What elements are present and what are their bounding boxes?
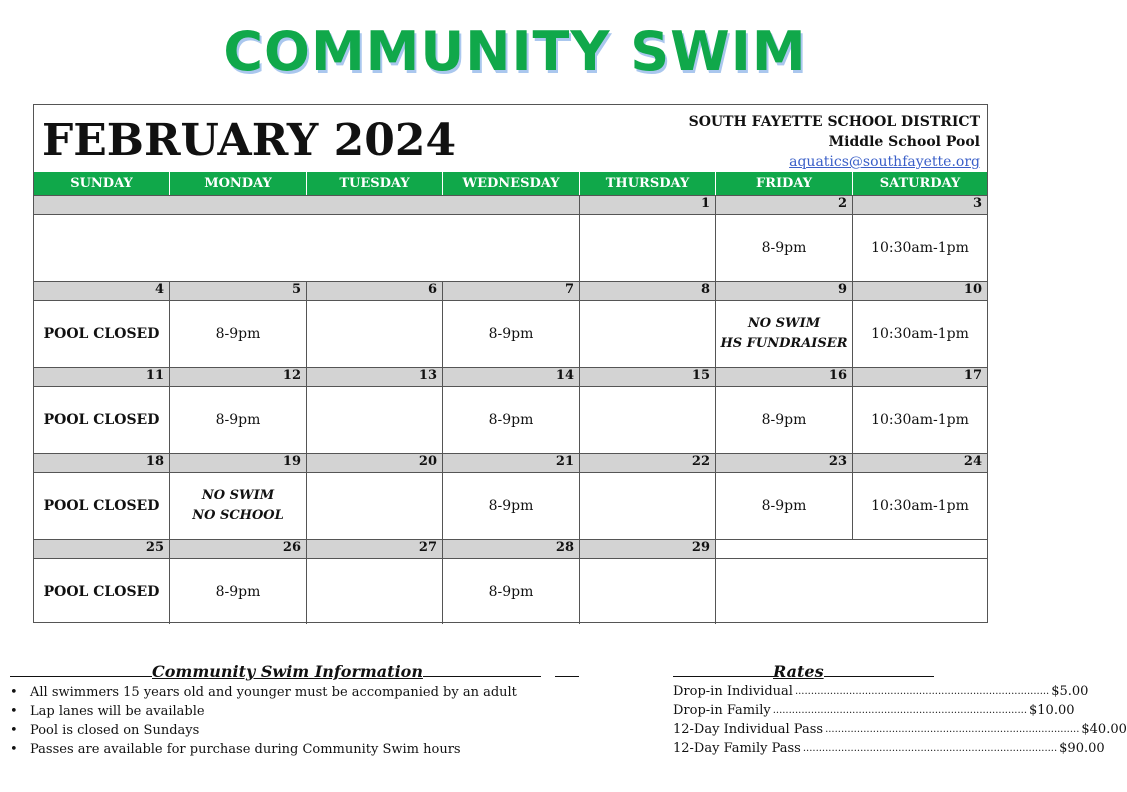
date-number: 3	[853, 196, 987, 214]
day-cell	[34, 215, 170, 281]
cell-content	[871, 496, 969, 516]
day-cell	[853, 559, 987, 624]
rate-label: 12-Day Individual Pass	[673, 722, 824, 737]
day-cell	[443, 473, 580, 539]
district-name: SOUTH FAYETTE SCHOOL DISTRICT	[688, 114, 980, 130]
date-number: 1	[580, 196, 716, 214]
day-cell	[307, 387, 443, 453]
day-cell	[443, 559, 580, 624]
rates-section	[673, 662, 1127, 758]
day-cell	[443, 301, 580, 367]
date-number: 19	[170, 454, 307, 472]
week-date-bar	[34, 453, 987, 473]
cell-content	[192, 486, 284, 526]
cell-content	[216, 582, 261, 602]
swim-hours: 8-9pm	[761, 240, 807, 256]
date-number: 10	[853, 282, 987, 300]
pool-closed-label: POOL CLOSED	[43, 498, 160, 514]
date-number: 24	[853, 454, 987, 472]
day-header-thursday: THURSDAY	[580, 172, 716, 195]
page-title: COMMUNITY SWIM	[223, 20, 807, 83]
cell-content	[489, 496, 534, 516]
community-swim-info	[10, 662, 570, 759]
date-number: 13	[307, 368, 443, 386]
cell-content	[762, 238, 807, 258]
rate-label: Drop-in Family	[673, 703, 771, 718]
week-row	[34, 215, 987, 281]
day-cell	[34, 559, 170, 624]
swim-hours: 8-9pm	[488, 412, 534, 428]
day-cell	[443, 215, 580, 281]
day-cell	[170, 559, 307, 624]
rate-label: 12-Day Family Pass	[673, 741, 801, 756]
swim-hours: 8-9pm	[215, 326, 261, 342]
swim-hours: 10:30am-1pm	[871, 412, 969, 428]
info-item: • Lap lanes will be available	[10, 702, 570, 721]
date-number: 20	[307, 454, 443, 472]
day-cell	[34, 387, 170, 453]
cell-content	[216, 410, 261, 430]
date-blank	[443, 196, 580, 214]
day-cell	[580, 473, 716, 539]
day-cell	[170, 301, 307, 367]
date-number: 7	[443, 282, 580, 300]
date-blank	[34, 196, 170, 214]
district-info	[689, 112, 980, 172]
swim-hours: 8-9pm	[488, 326, 534, 342]
day-cell	[443, 387, 580, 453]
no-swim-note: HS FUNDRAISER	[720, 336, 848, 351]
rate-price: $40.00	[1081, 722, 1127, 737]
dot-leader: ................................................................................	[802, 743, 1058, 754]
date-number: 17	[853, 368, 987, 386]
date-number: 9	[716, 282, 853, 300]
pool-closed-label: POOL CLOSED	[43, 326, 160, 342]
cell-content	[721, 314, 848, 354]
day-of-week-header	[34, 172, 987, 195]
info-item: • Pool is closed on Sundays	[10, 721, 570, 740]
day-cell	[307, 473, 443, 539]
calendar	[33, 104, 988, 623]
day-cell	[716, 473, 853, 539]
week-date-bar	[34, 367, 987, 387]
day-cell	[34, 301, 170, 367]
date-number: 5	[170, 282, 307, 300]
swim-hours: 10:30am-1pm	[871, 326, 969, 342]
date-number: 26	[170, 540, 307, 558]
cell-content	[871, 324, 969, 344]
day-cell	[307, 215, 443, 281]
pool-name: Middle School Pool	[828, 134, 980, 150]
info-item: • Passes are available for purchase during Community Swim hours	[10, 740, 570, 759]
day-cell	[853, 387, 987, 453]
swim-hours: 8-9pm	[488, 498, 534, 514]
week-date-bar	[34, 539, 987, 559]
day-cell	[716, 387, 853, 453]
rate-price: $5.00	[1051, 684, 1089, 699]
rates-title: Rates	[773, 662, 824, 681]
week-date-bar	[34, 281, 987, 301]
week-row	[34, 473, 987, 539]
date-number: 23	[716, 454, 853, 472]
month-heading: FEBRUARY 2024	[42, 115, 457, 166]
cell-content	[871, 238, 969, 258]
no-swim-note: NO SWIM	[201, 488, 275, 503]
day-cell	[170, 387, 307, 453]
pool-closed-label: POOL CLOSED	[43, 412, 160, 428]
date-number: 18	[34, 454, 170, 472]
day-header-saturday: SATURDAY	[879, 176, 961, 191]
rates-list	[673, 682, 1127, 758]
day-cell	[580, 559, 716, 624]
date-blank	[170, 196, 307, 214]
info-list	[10, 683, 570, 759]
date-number: 11	[34, 368, 170, 386]
swim-hours: 8-9pm	[215, 583, 261, 600]
date-number: 8	[580, 282, 716, 300]
dot-leader: ................................................................................	[825, 724, 1080, 735]
cell-content	[489, 410, 534, 430]
rates-heading	[673, 662, 943, 682]
rate-row	[673, 682, 1089, 701]
rate-row	[673, 701, 1075, 720]
date-number: 4	[34, 282, 170, 300]
day-cell	[853, 301, 987, 367]
date-number: 16	[716, 368, 853, 386]
date-blank	[853, 540, 987, 558]
rate-label: Drop-in Individual	[673, 684, 793, 699]
date-blank	[307, 196, 443, 214]
day-cell	[716, 559, 853, 624]
pool-closed-label: POOL CLOSED	[43, 583, 160, 600]
day-cell	[307, 301, 443, 367]
date-number: 6	[307, 282, 443, 300]
swim-hours: 10:30am-1pm	[871, 240, 969, 256]
day-header-sunday: SUNDAY	[34, 172, 170, 195]
email-link[interactable]: aquatics@southfayette.org	[789, 154, 980, 170]
day-header-wednesday: WEDNESDAY	[443, 172, 580, 195]
week-row	[34, 559, 987, 624]
rate-price: $10.00	[1029, 703, 1075, 718]
date-number: 25	[34, 540, 170, 558]
date-number: 27	[307, 540, 443, 558]
date-number: 22	[580, 454, 716, 472]
dot-leader: ................................................................................	[794, 686, 1050, 697]
info-item: • All swimmers 15 years old and younger must be accompanied by an adult	[10, 683, 570, 702]
date-number: 29	[580, 540, 716, 558]
day-cell	[580, 387, 716, 453]
day-cell	[307, 559, 443, 624]
date-number: 2	[716, 196, 853, 214]
dot-leader: ................................................................................	[772, 705, 1028, 716]
day-header-friday: FRIDAY	[716, 172, 853, 195]
date-number: 28	[443, 540, 580, 558]
date-number: 12	[170, 368, 307, 386]
day-cell	[716, 301, 853, 367]
day-cell	[34, 473, 170, 539]
day-cell	[853, 473, 987, 539]
date-number: 14	[443, 368, 580, 386]
info-title: Community Swim Information	[152, 662, 423, 681]
day-cell	[170, 473, 307, 539]
day-cell	[170, 215, 307, 281]
cell-content	[44, 582, 160, 602]
cell-content	[762, 410, 807, 430]
swim-hours: 8-9pm	[761, 412, 807, 428]
swim-hours: 8-9pm	[761, 498, 807, 514]
no-swim-note: NO SWIM	[747, 316, 821, 331]
info-heading	[10, 662, 570, 682]
date-number: 21	[443, 454, 580, 472]
rate-row	[673, 720, 1127, 739]
cell-content	[489, 582, 534, 602]
day-cell	[580, 301, 716, 367]
date-blank	[716, 540, 853, 558]
cell-content	[44, 496, 160, 516]
date-number: 15	[580, 368, 716, 386]
day-cell	[853, 215, 987, 281]
week-row	[34, 301, 987, 367]
week-date-bar	[34, 195, 987, 215]
cell-content	[871, 410, 969, 430]
cell-content	[44, 324, 160, 344]
day-header-tuesday: TUESDAY	[307, 172, 443, 195]
cell-content	[489, 324, 534, 344]
week-row	[34, 387, 987, 453]
day-header-monday: MONDAY	[170, 172, 307, 195]
swim-hours: 8-9pm	[488, 583, 534, 600]
swim-hours: 10:30am-1pm	[871, 498, 969, 514]
rate-row	[673, 739, 1105, 758]
rate-price: $90.00	[1059, 741, 1105, 756]
day-cell	[580, 215, 716, 281]
cell-content	[44, 410, 160, 430]
swim-hours: 8-9pm	[215, 412, 261, 428]
no-swim-note: NO SCHOOL	[192, 508, 284, 523]
cell-content	[216, 324, 261, 344]
day-cell	[716, 215, 853, 281]
cell-content	[762, 496, 807, 516]
